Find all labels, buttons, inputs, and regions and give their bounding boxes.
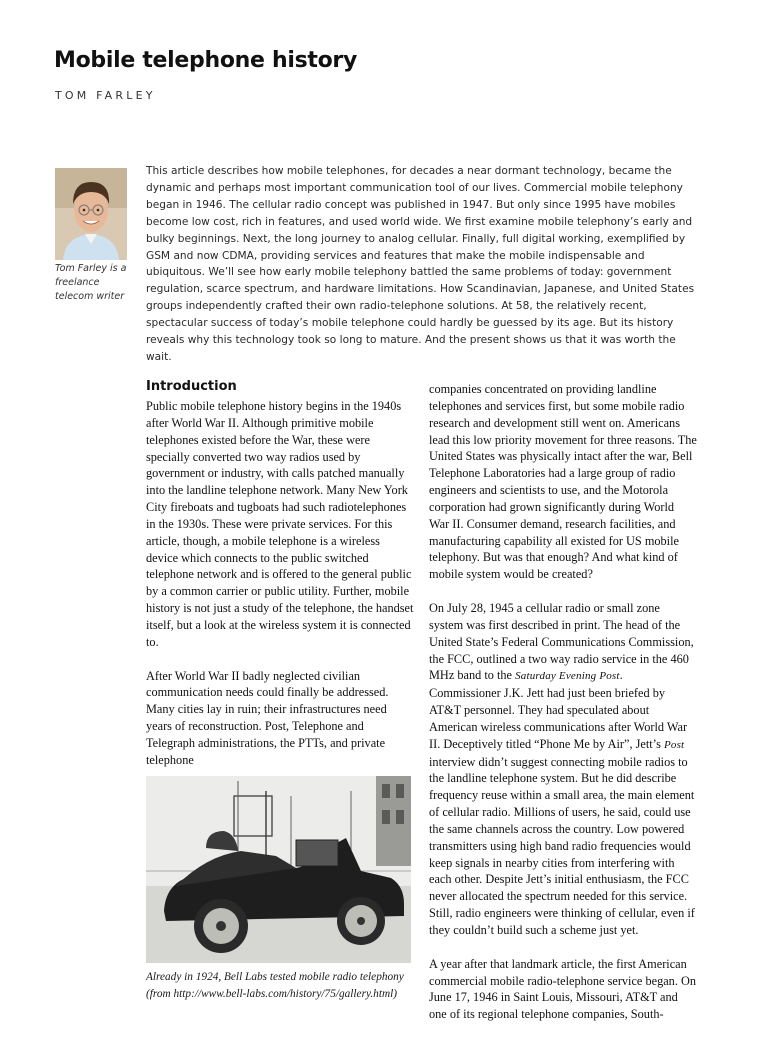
section-heading: Introduction [146, 379, 237, 394]
body-paragraph [429, 600, 697, 939]
photo-caption: Already in 1924, Bell Labs tested mobile radio telephony (from http://www.bell-labs.com/history/75/gallery.html) [146, 971, 404, 1000]
car-illustration [146, 776, 411, 963]
portrait-illustration [55, 168, 127, 260]
body-text: On July 28, 1945 a cellular radio or small zone system was first described in print. The head of the United State’s Federal Communications Commission, the FCC, outlined a two way radio service in the 460 MHz band to the [429, 600, 694, 683]
page-title: Mobile telephone history [54, 48, 358, 73]
author-byline: TOM FARLEY [55, 89, 156, 102]
body-paragraph: After World War II badly neglected civilian communication needs could finally be addressed. Many cities lay in ruin; their infrastructures need years of reconstruction. Post, Telephone and Telegraph administrations, the PTTs, and private telephone [146, 668, 389, 767]
portrait-caption: Tom Farley is a freelance telecom writer [55, 263, 127, 302]
author-portrait-icon [55, 168, 127, 260]
body-text: . Commissioner J.K. Jett had just been briefed by AT&T personnel. They had speculated about American wireless communications after World War II. Deceptively titled “Phone Me by Air”, Jett’s [429, 668, 688, 751]
intro-paragraph: This article describes how mobile telephones, for decades a near dormant technology, became the dynamic and perhaps most important communication tool of our lives. Commercial mobile telephony began in 1946. The cellular radio concept was published in 1947. But only since 1995 have mobiles become low cost, rich in features, and used world wide. We first examine mobile telephony’s early and bulky beginnings. Next, the long journey to analog cellular. Finally, full digital working, exemplified by GSM and now CDMA, providing services and features that make the mobile indispensable and ubiquitous. We’ll see how early mobile telephony battled the same problems of today: government regulation, scarce spectrum, and hardware limitations. How Scandinavian, Japanese, and United States groups independently crafted their own radio-telephone solutions. At 58, the relatively recent, spectacular success of today’s mobile telephone could hardly be guessed by its age. But its history reveals why this technology took so long to mature. And the present shows us that it was worth the wait. [146, 165, 695, 363]
vintage-car-photo-icon [146, 776, 411, 963]
left-column [146, 398, 414, 785]
body-paragraph: A year after that landmark article, the first American commercial mobile radio-telephone service began. On June 17, 1946 in Saint Louis, Missouri, AT&T and one of its regional telephone companies, South- [429, 956, 697, 1022]
body-paragraph: companies concentrated on providing landline telephones and services first, but some mobile radio research and development still went on. Americans lead this low priority movement for three reasons. The United States was physically intact after the war, Bell Telephone Laboratories had a large group of radio engineers and scientists to use, and the Motorola corporation had grown significantly during World War II. Consumer demand, research facilities, and manufacturing capability all existed for US mobile telephony. But was that enough? And what kind of mobile system would be created? [429, 382, 697, 582]
magazine-title: Saturday Evening Post [515, 670, 620, 683]
body-text: interview didn’t suggest connecting mobile radios to the landline telephone system. But he did describe frequency reuse within a small area, the main element of cellular radio. Millions of users, he said, could use the same channels across the country. Low powered transmitters using high band radio frequencies would keep signals in nearby cities from interfering with each other. Despite Jett’s initial enthusiasm, the FCC never allocated the spectrum needed for this service. Still, radio engineers were thinking of cellular, even if they couldn’t build such a scheme just yet. [429, 754, 695, 937]
right-column [429, 381, 697, 1040]
magazine-title: Post [663, 738, 685, 751]
body-paragraph: Public mobile telephone history begins in the 1940s after World War II. Although primitive mobile telephones existed before the War, these were specially converted two way radios used by government or industry, with calls patched manually into the landline telephone network. Many New York City fireboats and tugboats had such radiotelephones in the 1930s. These were private services. For this article, though, a mobile telephone is a wireless device which connects to the public switched telephone network and is offered to the general public by a common carrier or public utility. Further, mobile history is not just a study of the telephone, the handset itself, but a look at the wireless system it is connected to. [146, 399, 414, 649]
